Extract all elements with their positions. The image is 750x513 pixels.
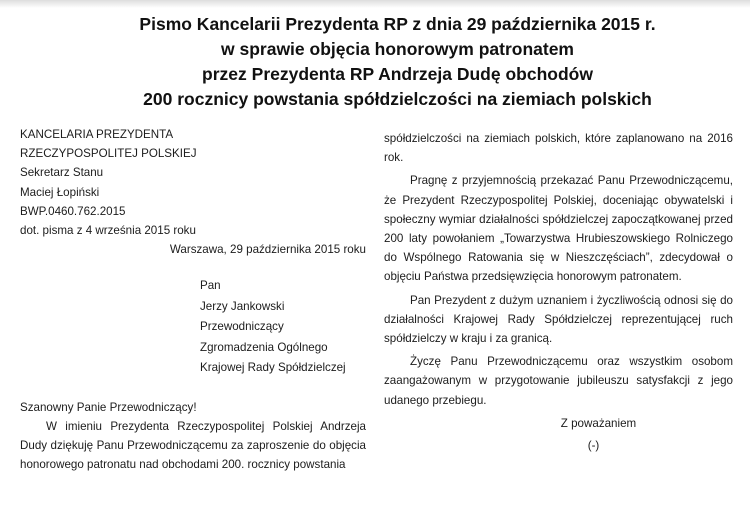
reference-letter: dot. pisma z 4 września 2015 roku (20, 223, 196, 237)
recipient-line-4: Zgromadzenia Ogólnego (200, 340, 328, 354)
title-line-3: przez Prezydenta RP Andrzeja Dudę obchodów (202, 64, 593, 84)
body-paragraph-3: Pan Prezydent z dużym uznaniem i życzliwością odnosi się do działalności Krajowej Rady Spółdzielczej reprezentującej ruch spółdzielczy w kraju i za granicą. (384, 293, 733, 346)
sender-name: Maciej Łopiński (20, 185, 100, 199)
document-title (0, 12, 750, 112)
signature: (-) (587, 439, 600, 453)
recipient-line-3: Przewodniczący (200, 320, 284, 334)
greeting: Szanowny Panie Przewodniczący! (20, 400, 197, 414)
reference-number: BWP.0460.762.2015 (20, 204, 126, 218)
body-paragraph-4: Życzę Panu Przewodniczącemu oraz wszystkim osobom zaangażowanym w przygotowanie jubileuszu satysfakcji z jego udanego przebiegu. (384, 355, 733, 407)
sender-role: Sekretarz Stanu (20, 166, 104, 180)
title-line-4: 200 rocznicy powstania spółdzielczości na ziemiach polskich (143, 89, 652, 109)
recipient-line-2: Jerzy Jankowski (200, 299, 285, 313)
recipient-line-1: Pan (200, 279, 221, 293)
letter-date: Warszawa, 29 października 2015 roku (169, 243, 366, 257)
title-line-2: w sprawie objęcia honorowym patronatem (221, 39, 574, 59)
body-paragraph-1-continued: spółdzielczości na ziemiach polskich, które zaplanowano na 2016 rok. (384, 132, 733, 165)
sender-org-line-2: RZECZYPOSPOLITEJ POLSKIEJ (20, 147, 197, 161)
recipient-line-5: Krajowej Rady Spółdzielczej (200, 361, 346, 375)
title-line-1: Pismo Kancelarii Prezydenta RP z dnia 29 października 2015 r. (139, 14, 656, 34)
right-column (384, 129, 733, 455)
left-column (20, 125, 366, 475)
scan-edge (0, 0, 750, 8)
closing-phrase: Z poważaniem (560, 416, 637, 430)
sender-block (20, 125, 366, 240)
body-paragraph-2: Pragnę z przyjemnością przekazać Panu Przewodniczącemu, że Prezydent Rzeczypospolitej Polskiej, doceniając obywatelski i społeczny wymiar działalności spółdzielczej zapoczątkowanej przed 200 laty powołaniem „Towarzystwa Hrubieszowskiego Rolniczego do Wspólnego Ratowania się w Nieszczęściach”, zdecydował o objęciu Państwa przedsięwzięcia honorowym patronatem. (384, 174, 733, 284)
recipient-block (200, 276, 366, 379)
body-paragraph-1: W imieniu Prezydenta Rzeczypospolitej Polskiej Andrzeja Dudy dziękuję Panu Przewodniczącemu za zaproszenie do objęcia honorowego patronatu nad obchodami 200. rocznicy powstania (20, 420, 366, 472)
sender-org-line-1: KANCELARIA PREZYDENTA (20, 128, 174, 141)
